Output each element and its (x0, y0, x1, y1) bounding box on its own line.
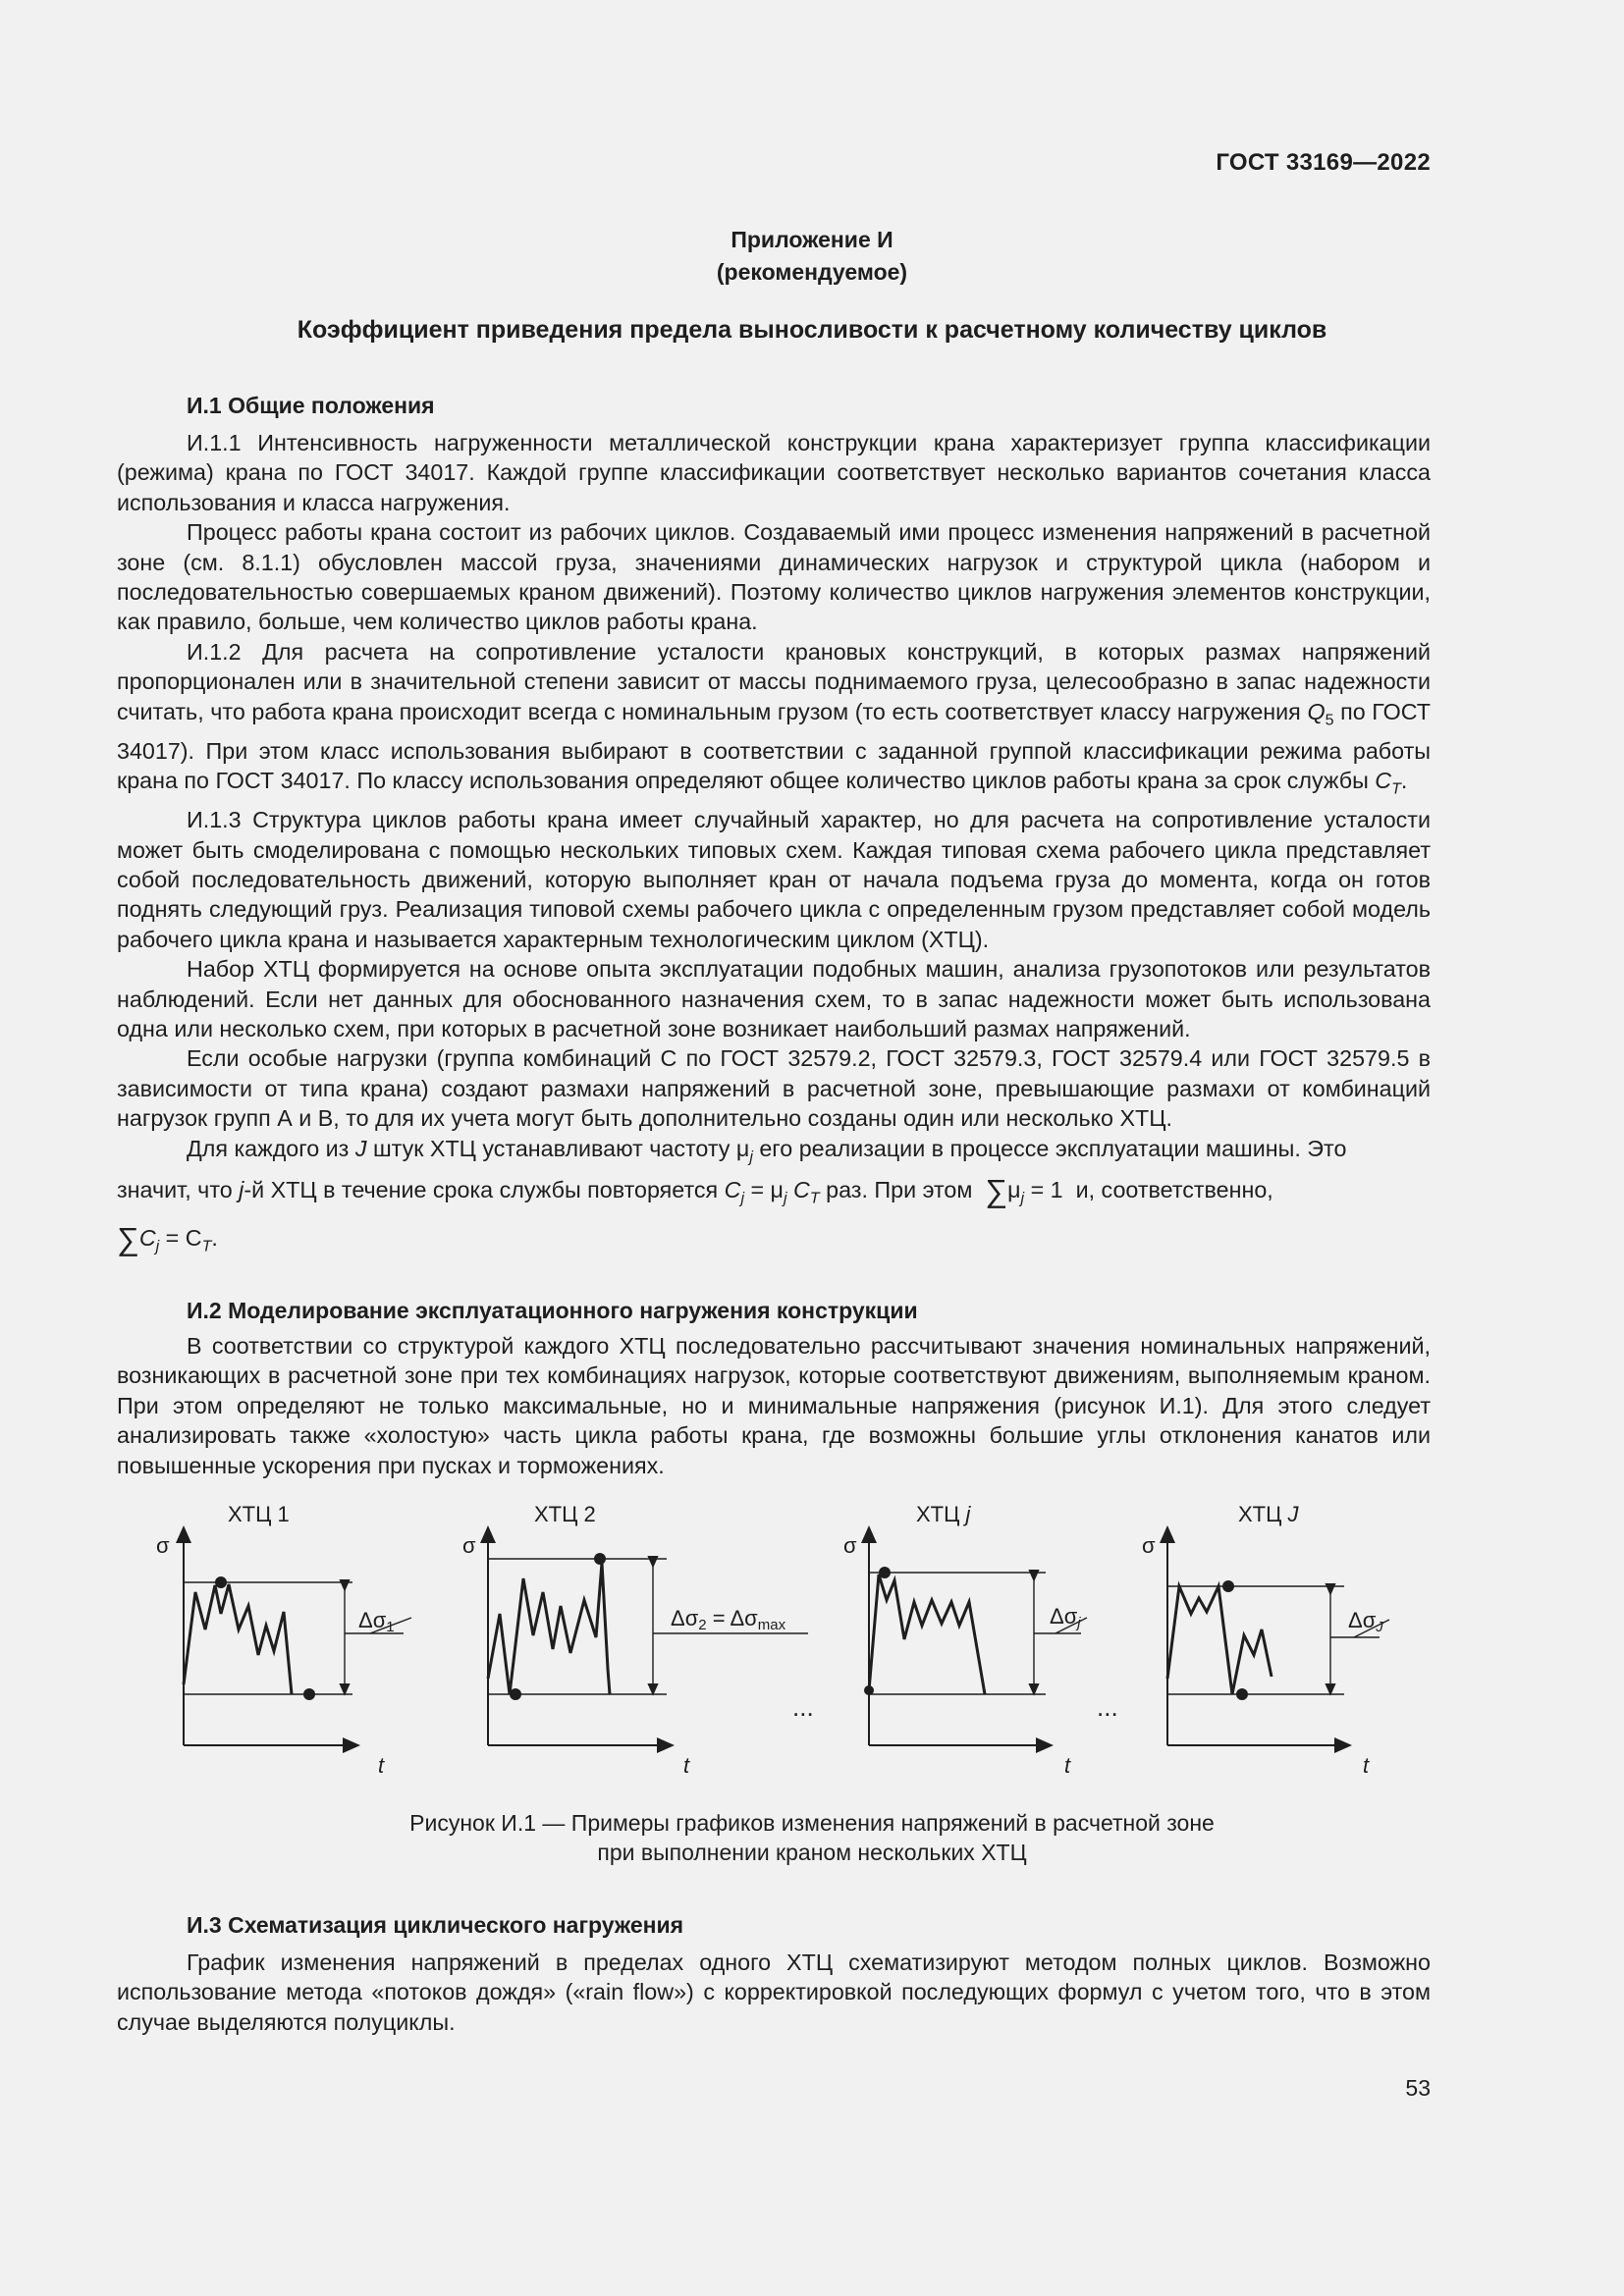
paragraph: Для каждого из J штук ХТЦ устанавливают частоту $\mu_j$ его реализации в процессе эксплуатации машины. Это (187, 1135, 1347, 1166)
caption-line: при выполнении краном нескольких ХТЦ (597, 1840, 1027, 1865)
x-axis-label: t (1064, 1753, 1071, 1778)
graph-2 (488, 1533, 808, 1745)
section-3-heading: И.3 Схематизация циклического нагружения (187, 1912, 684, 1938)
page-number: 53 (1405, 2075, 1431, 2101)
graph-j (869, 1533, 1087, 1745)
y-axis-label: σ (462, 1533, 476, 1558)
paragraph: И.1.3 Структура циклов работы крана имеет случайный характер, но для расчета на сопротивление усталости может быть смоделирована с помощью нескольких типовых схем. Каждая типовая схема рабочего цикла представляет собой последовательность движений, которую выполняет кран от начала подъема груза до момента, когда он готов поднять следующий груз. Реализация типовой схемы рабочего цикла с определенным грузом представляет собой модель рабочего цикла крана и называется характерным технологическим циклом (ХТЦ). (117, 807, 1431, 952)
annex-status: (рекомендуемое) (716, 259, 908, 285)
x-axis-label: t (683, 1753, 690, 1778)
delta-label-2: Δσ2 = Δσmax (671, 1606, 786, 1633)
caption-line: Рисунок И.1 — Примеры графиков изменения напряжений в расчетной зоне (409, 1810, 1215, 1836)
y-axis-label: σ (1142, 1533, 1156, 1558)
annex-title: Приложение И (731, 227, 893, 252)
standard-code: ГОСТ 33169—2022 (1216, 149, 1431, 176)
delta-label-1: Δσ1 (358, 1608, 395, 1635)
section-1-body (117, 428, 1431, 1262)
graph-1 (184, 1533, 411, 1745)
section-1-heading: И.1 Общие положения (187, 393, 435, 418)
y-axis-label: σ (156, 1533, 170, 1558)
graph-J-title: ХТЦ J (1238, 1502, 1299, 1526)
ellipsis: ... (792, 1692, 814, 1722)
x-axis-label: t (1363, 1753, 1370, 1778)
paragraph: И.1.2 Для расчета на сопротивление усталости крановых конструкций, в которых размах напряжений пропорционален или в значительной степени зависит от массы поднимаемого груза, целесообразно в запас надежности считать, что работа крана происходит всегда с номинальным грузом (то есть соответствует классу нагружения $Q_5$ по ГОСТ 34017). При этом класс использования выбирают в соответствии с заданной группой классификации режима работы крана по ГОСТ 34017. По классу использования определяют общее количество циклов работы крана за срок службы $C_T$. (117, 638, 1432, 798)
annex-heading (0, 224, 1624, 289)
figure-caption (0, 1808, 1624, 1867)
paragraph: Процесс работы крана состоит из рабочих циклов. Создаваемый ими процесс изменения напряжений в расчетной зоне (см. 8.1.1) обусловлен массой груза, значениями динамических нагрузок и структурой цикла (набором и последовательностью совершаемых краном движений). Поэтому количество циклов нагружения элементов конструкции, как правило, больше, чем количество циклов работы крана. (117, 519, 1431, 635)
paragraph: Набор ХТЦ формируется на основе опыта эксплуатации подобных машин, анализа грузопотоков или результатов наблюдений. Если нет данных для обоснованного назначения схем, то в запас надежности может быть использована одна или несколько схем, при которых в расчетной зоне возникает наибольший размах напряжений. (117, 956, 1431, 1042)
ellipsis: ... (1097, 1692, 1118, 1722)
section-2-heading: И.2 Моделирование эксплуатационного нагружения конструкции (187, 1298, 918, 1323)
graph-2-title: ХТЦ 2 (534, 1502, 596, 1526)
delta-label-j: Δσj (1050, 1604, 1081, 1631)
annex-main-title: Коэффициент приведения предела выносливости к расчетному количеству циклов (297, 316, 1327, 344)
graph-1-title: ХТЦ 1 (228, 1502, 290, 1526)
sum-formula: $\sum C_j = C_T$. (117, 1221, 218, 1257)
paragraph: В соответствии со структурой каждого ХТЦ последовательно рассчитывают значения номинальных напряжений, возникающих в расчетной зоне при тех комбинациях нагрузок, которые соответствуют движениям, выполняемым краном. При этом определяют не только максимальные, но и минимальные напряжения (рисунок И.1). Для этого следует анализировать также «холостую» часть цикла работы крана, где возможны большие углы отклонения канатов или повышенные ускорения при пусках и торможениях. (117, 1333, 1431, 1478)
graph-J (1167, 1533, 1389, 1745)
section-2-body (117, 1331, 1431, 1480)
paragraph: График изменения напряжений в пределах одного ХТЦ схематизируют методом полных циклов. Возможно использование метода «потоков дождя» («rain flow») с корректировкой последующих формул с учетом того, что в этом случае выделяются полуциклы. (117, 1949, 1431, 2035)
paragraph: Если особые нагрузки (группа комбинаций С по ГОСТ 32579.2, ГОСТ 32579.3, ГОСТ 32579.4 или ГОСТ 32579.5 в зависимости от типа крана) создают размахи напряжений в расчетной зоне, превышающие размахи от комбинаций нагрузок групп А и В, то для их учета могут быть дополнительно созданы один или несколько ХТЦ. (117, 1045, 1431, 1132)
paragraph: И.1.1 Интенсивность нагруженности металлической конструкции крана характеризует группа классификации (режима) крана по ГОСТ 34017. Каждой группе классификации соответствует несколько вариантов сочетания класса использования и класса нагружения. (117, 430, 1431, 515)
x-axis-label: t (378, 1753, 385, 1778)
figure-stress-graphs (117, 1492, 1431, 1787)
section-3-body (117, 1948, 1431, 2037)
y-axis-label: σ (843, 1533, 857, 1558)
paragraph-formula: значит, что j-й ХТЦ в течение срока службы повторяется $C_j = \mu_j$ $C_T$ раз. При этом $\sum\mu_j = 1$ и, соответственно, (117, 1172, 1273, 1208)
delta-label-J: ΔσJ (1348, 1608, 1383, 1635)
graph-j-title: ХТЦ j (916, 1502, 971, 1526)
